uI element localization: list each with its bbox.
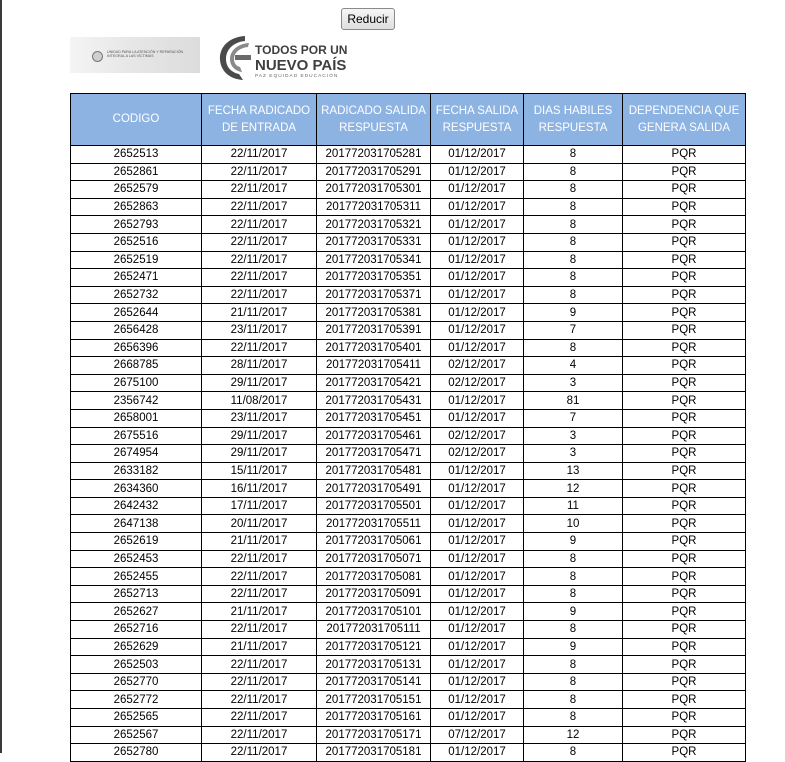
cell-dependencia: PQR <box>623 321 746 339</box>
cell-radicado-salida: 201772031705141 <box>317 673 431 691</box>
table-row <box>71 163 746 181</box>
cell-codigo: 2652579 <box>71 181 202 199</box>
cell-dias-habiles: 8 <box>524 621 623 639</box>
cell-codigo: 2652519 <box>71 251 202 269</box>
cell-dias-habiles: 8 <box>524 339 623 357</box>
cell-dias-habiles: 8 <box>524 251 623 269</box>
cell-fecha-salida: 01/12/2017 <box>431 621 524 639</box>
table-body <box>71 146 746 762</box>
table-row <box>71 515 746 533</box>
cell-dependencia: PQR <box>623 251 746 269</box>
cell-dependencia: PQR <box>623 427 746 445</box>
cell-radicado-salida: 201772031705321 <box>317 216 431 234</box>
cell-dependencia: PQR <box>623 603 746 621</box>
cell-dependencia: PQR <box>623 568 746 586</box>
cell-dependencia: PQR <box>623 497 746 515</box>
cell-fecha-salida: 01/12/2017 <box>431 269 524 287</box>
cell-radicado-salida: 201772031705151 <box>317 691 431 709</box>
table-row <box>71 638 746 656</box>
cell-codigo: 2652513 <box>71 146 202 164</box>
cell-fecha-salida: 01/12/2017 <box>431 691 524 709</box>
cell-codigo: 2652629 <box>71 638 202 656</box>
cell-fecha-salida: 01/12/2017 <box>431 409 524 427</box>
cell-dias-habiles: 4 <box>524 357 623 375</box>
cell-fecha-entrada: 22/11/2017 <box>202 286 317 304</box>
cell-fecha-salida: 01/12/2017 <box>431 656 524 674</box>
cell-radicado-salida: 201772031705071 <box>317 550 431 568</box>
cell-dias-habiles: 12 <box>524 480 623 498</box>
cell-codigo: 2634360 <box>71 480 202 498</box>
cell-fecha-salida: 01/12/2017 <box>431 304 524 322</box>
cell-codigo: 2652453 <box>71 550 202 568</box>
cell-dependencia: PQR <box>623 392 746 410</box>
cell-codigo: 2652503 <box>71 656 202 674</box>
table-row <box>71 621 746 639</box>
cell-codigo: 2652619 <box>71 533 202 551</box>
cell-dependencia: PQR <box>623 269 746 287</box>
cell-dependencia: PQR <box>623 409 746 427</box>
cell-fecha-entrada: 21/11/2017 <box>202 533 317 551</box>
cell-dias-habiles: 3 <box>524 374 623 392</box>
cell-codigo: 2652567 <box>71 726 202 744</box>
cell-codigo: 2652627 <box>71 603 202 621</box>
table-header-row <box>71 94 746 146</box>
table-row <box>71 216 746 234</box>
cell-dependencia: PQR <box>623 286 746 304</box>
table-row <box>71 709 746 727</box>
cell-dias-habiles: 8 <box>524 585 623 603</box>
cell-codigo: 2652716 <box>71 621 202 639</box>
cell-fecha-salida: 01/12/2017 <box>431 392 524 410</box>
cell-dependencia: PQR <box>623 216 746 234</box>
cell-codigo: 2652644 <box>71 304 202 322</box>
header-dias-habiles-respuesta: DIAS HABILES RESPUESTA <box>524 94 623 146</box>
cell-dias-habiles: 3 <box>524 427 623 445</box>
cell-codigo: 2652780 <box>71 744 202 762</box>
cell-fecha-entrada: 22/11/2017 <box>202 339 317 357</box>
cell-fecha-salida: 01/12/2017 <box>431 216 524 234</box>
cell-radicado-salida: 201772031705391 <box>317 321 431 339</box>
header-radicado-salida-respuesta: RADICADO SALIDA RESPUESTA <box>317 94 431 146</box>
cell-dependencia: PQR <box>623 550 746 568</box>
cell-fecha-salida: 01/12/2017 <box>431 339 524 357</box>
cell-fecha-salida: 01/12/2017 <box>431 497 524 515</box>
cell-fecha-entrada: 29/11/2017 <box>202 427 317 445</box>
cell-radicado-salida: 201772031705161 <box>317 709 431 727</box>
cell-fecha-salida: 02/12/2017 <box>431 357 524 375</box>
cell-fecha-entrada: 22/11/2017 <box>202 691 317 709</box>
table-row <box>71 726 746 744</box>
cell-dias-habiles: 8 <box>524 568 623 586</box>
cell-radicado-salida: 201772031705471 <box>317 445 431 463</box>
window-left-border <box>0 0 2 753</box>
cell-radicado-salida: 201772031705121 <box>317 638 431 656</box>
header-dependencia-genera-salida: DEPENDENCIA QUE GENERA SALIDA <box>623 94 746 146</box>
cell-radicado-salida: 201772031705091 <box>317 585 431 603</box>
cell-radicado-salida: 201772031705381 <box>317 304 431 322</box>
cell-radicado-salida: 201772031705301 <box>317 181 431 199</box>
table-row <box>71 462 746 480</box>
cell-fecha-entrada: 22/11/2017 <box>202 656 317 674</box>
cell-codigo: 2652565 <box>71 709 202 727</box>
cell-fecha-salida: 01/12/2017 <box>431 585 524 603</box>
header-fecha-radicado-entrada: FECHA RADICADO DE ENTRADA <box>202 94 317 146</box>
cell-codigo: 2656428 <box>71 321 202 339</box>
cell-dias-habiles: 12 <box>524 726 623 744</box>
cell-codigo: 2652770 <box>71 673 202 691</box>
cell-dependencia: PQR <box>623 163 746 181</box>
table-row <box>71 181 746 199</box>
cell-dependencia: PQR <box>623 673 746 691</box>
table-row <box>71 392 746 410</box>
cell-fecha-entrada: 22/11/2017 <box>202 673 317 691</box>
cell-dias-habiles: 9 <box>524 638 623 656</box>
cell-dias-habiles: 8 <box>524 269 623 287</box>
cell-fecha-entrada: 22/11/2017 <box>202 585 317 603</box>
cell-fecha-salida: 01/12/2017 <box>431 550 524 568</box>
coat-of-arms-icon <box>92 51 103 62</box>
cell-radicado-salida: 201772031705341 <box>317 251 431 269</box>
table-row <box>71 357 746 375</box>
cell-radicado-salida: 201772031705331 <box>317 233 431 251</box>
cell-dependencia: PQR <box>623 445 746 463</box>
cell-fecha-salida: 01/12/2017 <box>431 515 524 533</box>
cell-codigo: 2675100 <box>71 374 202 392</box>
cell-radicado-salida: 201772031705171 <box>317 726 431 744</box>
cell-dias-habiles: 8 <box>524 691 623 709</box>
cell-fecha-salida: 01/12/2017 <box>431 163 524 181</box>
nuevo-pais-swirl-icon <box>215 33 255 83</box>
cell-radicado-salida: 201772031705501 <box>317 497 431 515</box>
cell-dias-habiles: 8 <box>524 163 623 181</box>
table-row <box>71 286 746 304</box>
cell-radicado-salida: 201772031705431 <box>317 392 431 410</box>
table-row <box>71 445 746 463</box>
cell-fecha-salida: 01/12/2017 <box>431 181 524 199</box>
table-row <box>71 339 746 357</box>
cell-codigo: 2356742 <box>71 392 202 410</box>
todos-por-un-nuevo-pais-logo <box>215 33 348 83</box>
cell-fecha-salida: 01/12/2017 <box>431 198 524 216</box>
cell-codigo: 2633182 <box>71 462 202 480</box>
cell-radicado-salida: 201772031705451 <box>317 409 431 427</box>
cell-dependencia: PQR <box>623 357 746 375</box>
cell-radicado-salida: 201772031705101 <box>317 603 431 621</box>
logo-line-1: TODOS POR UN <box>255 43 348 57</box>
cell-dias-habiles: 8 <box>524 286 623 304</box>
cell-dependencia: PQR <box>623 656 746 674</box>
table-row <box>71 251 746 269</box>
table-row <box>71 603 746 621</box>
cell-dias-habiles: 8 <box>524 181 623 199</box>
cell-dias-habiles: 8 <box>524 673 623 691</box>
cell-dias-habiles: 9 <box>524 304 623 322</box>
cell-fecha-entrada: 22/11/2017 <box>202 726 317 744</box>
victims-unit-logo-text: UNIDAD PARA LA ATENCIÓN Y REPARACIÓN INTEGRAL A LAS VÍCTIMAS <box>107 50 184 59</box>
cell-codigo: 2652772 <box>71 691 202 709</box>
cell-codigo: 2652861 <box>71 163 202 181</box>
cell-fecha-salida: 07/12/2017 <box>431 726 524 744</box>
cell-fecha-salida: 01/12/2017 <box>431 744 524 762</box>
table-row <box>71 198 746 216</box>
radicados-table <box>70 93 746 762</box>
cell-codigo: 2652516 <box>71 233 202 251</box>
cell-dias-habiles: 8 <box>524 146 623 164</box>
logo-line-2: NUEVO PAÍS <box>255 57 347 74</box>
table-row <box>71 497 746 515</box>
cell-dias-habiles: 8 <box>524 550 623 568</box>
cell-fecha-entrada: 11/08/2017 <box>202 392 317 410</box>
cell-codigo: 2652455 <box>71 568 202 586</box>
reduce-button[interactable]: Reducir <box>341 8 395 30</box>
cell-fecha-salida: 01/12/2017 <box>431 233 524 251</box>
header-fecha-salida-respuesta: FECHA SALIDA RESPUESTA <box>431 94 524 146</box>
cell-dependencia: PQR <box>623 374 746 392</box>
cell-fecha-salida: 01/12/2017 <box>431 286 524 304</box>
table-row <box>71 691 746 709</box>
cell-dias-habiles: 3 <box>524 445 623 463</box>
cell-fecha-entrada: 29/11/2017 <box>202 445 317 463</box>
cell-dependencia: PQR <box>623 585 746 603</box>
cell-dependencia: PQR <box>623 533 746 551</box>
cell-dependencia: PQR <box>623 726 746 744</box>
cell-dependencia: PQR <box>623 515 746 533</box>
table-row <box>71 550 746 568</box>
cell-radicado-salida: 201772031705061 <box>317 533 431 551</box>
cell-dependencia: PQR <box>623 339 746 357</box>
cell-codigo: 2674954 <box>71 445 202 463</box>
cell-codigo: 2642432 <box>71 497 202 515</box>
cell-fecha-entrada: 22/11/2017 <box>202 216 317 234</box>
cell-fecha-salida: 01/12/2017 <box>431 638 524 656</box>
cell-dependencia: PQR <box>623 744 746 762</box>
cell-fecha-entrada: 20/11/2017 <box>202 515 317 533</box>
cell-fecha-salida: 01/12/2017 <box>431 673 524 691</box>
cell-fecha-entrada: 29/11/2017 <box>202 374 317 392</box>
cell-radicado-salida: 201772031705371 <box>317 286 431 304</box>
table-row <box>71 146 746 164</box>
cell-radicado-salida: 201772031705421 <box>317 374 431 392</box>
cell-fecha-entrada: 22/11/2017 <box>202 621 317 639</box>
cell-radicado-salida: 201772031705401 <box>317 339 431 357</box>
cell-radicado-salida: 201772031705411 <box>317 357 431 375</box>
victims-unit-logo <box>70 37 200 73</box>
table-row <box>71 533 746 551</box>
cell-dependencia: PQR <box>623 462 746 480</box>
cell-dependencia: PQR <box>623 198 746 216</box>
cell-fecha-entrada: 22/11/2017 <box>202 744 317 762</box>
cell-codigo: 2652713 <box>71 585 202 603</box>
cell-dependencia: PQR <box>623 709 746 727</box>
cell-fecha-entrada: 22/11/2017 <box>202 251 317 269</box>
cell-fecha-salida: 01/12/2017 <box>431 480 524 498</box>
cell-fecha-entrada: 28/11/2017 <box>202 357 317 375</box>
cell-fecha-salida: 01/12/2017 <box>431 462 524 480</box>
table-row <box>71 233 746 251</box>
cell-dias-habiles: 11 <box>524 497 623 515</box>
cell-radicado-salida: 201772031705081 <box>317 568 431 586</box>
cell-fecha-entrada: 21/11/2017 <box>202 638 317 656</box>
cell-dias-habiles: 7 <box>524 321 623 339</box>
cell-dependencia: PQR <box>623 621 746 639</box>
cell-codigo: 2647138 <box>71 515 202 533</box>
cell-radicado-salida: 201772031705111 <box>317 621 431 639</box>
table-row <box>71 321 746 339</box>
cell-fecha-entrada: 16/11/2017 <box>202 480 317 498</box>
cell-codigo: 2656396 <box>71 339 202 357</box>
cell-fecha-entrada: 22/11/2017 <box>202 269 317 287</box>
cell-radicado-salida: 201772031705511 <box>317 515 431 533</box>
table-row <box>71 409 746 427</box>
cell-dias-habiles: 8 <box>524 198 623 216</box>
cell-dias-habiles: 9 <box>524 603 623 621</box>
cell-fecha-entrada: 22/11/2017 <box>202 709 317 727</box>
cell-fecha-salida: 01/12/2017 <box>431 146 524 164</box>
cell-fecha-salida: 02/12/2017 <box>431 427 524 445</box>
table-row <box>71 744 746 762</box>
cell-dependencia: PQR <box>623 304 746 322</box>
cell-dias-habiles: 10 <box>524 515 623 533</box>
cell-radicado-salida: 201772031705481 <box>317 462 431 480</box>
table-row <box>71 304 746 322</box>
cell-fecha-salida: 01/12/2017 <box>431 709 524 727</box>
table-row <box>71 480 746 498</box>
table-row <box>71 269 746 287</box>
cell-fecha-salida: 01/12/2017 <box>431 603 524 621</box>
cell-dias-habiles: 9 <box>524 533 623 551</box>
cell-fecha-entrada: 17/11/2017 <box>202 497 317 515</box>
cell-codigo: 2652732 <box>71 286 202 304</box>
table-row <box>71 656 746 674</box>
cell-dias-habiles: 13 <box>524 462 623 480</box>
cell-fecha-salida: 01/12/2017 <box>431 321 524 339</box>
cell-radicado-salida: 201772031705491 <box>317 480 431 498</box>
cell-fecha-entrada: 22/11/2017 <box>202 550 317 568</box>
cell-codigo: 2652793 <box>71 216 202 234</box>
cell-dias-habiles: 8 <box>524 656 623 674</box>
logo-line-3: PAZ EQUIDAD EDUCACIÓN <box>255 74 339 79</box>
cell-dependencia: PQR <box>623 233 746 251</box>
cell-fecha-salida: 01/12/2017 <box>431 251 524 269</box>
cell-radicado-salida: 201772031705351 <box>317 269 431 287</box>
cell-codigo: 2658001 <box>71 409 202 427</box>
cell-fecha-entrada: 22/11/2017 <box>202 198 317 216</box>
cell-codigo: 2668785 <box>71 357 202 375</box>
cell-radicado-salida: 201772031705461 <box>317 427 431 445</box>
table-row <box>71 585 746 603</box>
cell-fecha-entrada: 22/11/2017 <box>202 146 317 164</box>
table-row <box>71 374 746 392</box>
cell-dias-habiles: 8 <box>524 709 623 727</box>
cell-radicado-salida: 201772031705281 <box>317 146 431 164</box>
cell-codigo: 2652471 <box>71 269 202 287</box>
cell-radicado-salida: 201772031705131 <box>317 656 431 674</box>
cell-codigo: 2652863 <box>71 198 202 216</box>
table-row <box>71 673 746 691</box>
cell-dias-habiles: 8 <box>524 233 623 251</box>
header-codigo: CODIGO <box>71 94 202 146</box>
cell-fecha-entrada: 22/11/2017 <box>202 163 317 181</box>
cell-radicado-salida: 201772031705311 <box>317 198 431 216</box>
cell-dependencia: PQR <box>623 181 746 199</box>
cell-fecha-entrada: 22/11/2017 <box>202 568 317 586</box>
cell-fecha-entrada: 22/11/2017 <box>202 233 317 251</box>
cell-fecha-salida: 02/12/2017 <box>431 445 524 463</box>
cell-fecha-entrada: 21/11/2017 <box>202 603 317 621</box>
cell-dias-habiles: 7 <box>524 409 623 427</box>
cell-radicado-salida: 201772031705181 <box>317 744 431 762</box>
table-row <box>71 427 746 445</box>
cell-dependencia: PQR <box>623 691 746 709</box>
cell-dependencia: PQR <box>623 638 746 656</box>
cell-fecha-salida: 01/12/2017 <box>431 533 524 551</box>
cell-fecha-entrada: 23/11/2017 <box>202 321 317 339</box>
table-row <box>71 568 746 586</box>
cell-dias-habiles: 8 <box>524 744 623 762</box>
cell-fecha-entrada: 22/11/2017 <box>202 181 317 199</box>
cell-fecha-salida: 01/12/2017 <box>431 568 524 586</box>
cell-fecha-salida: 02/12/2017 <box>431 374 524 392</box>
cell-fecha-entrada: 15/11/2017 <box>202 462 317 480</box>
cell-dependencia: PQR <box>623 146 746 164</box>
cell-fecha-entrada: 23/11/2017 <box>202 409 317 427</box>
cell-dias-habiles: 81 <box>524 392 623 410</box>
cell-dias-habiles: 8 <box>524 216 623 234</box>
cell-codigo: 2675516 <box>71 427 202 445</box>
cell-fecha-entrada: 21/11/2017 <box>202 304 317 322</box>
cell-dependencia: PQR <box>623 480 746 498</box>
cell-radicado-salida: 201772031705291 <box>317 163 431 181</box>
